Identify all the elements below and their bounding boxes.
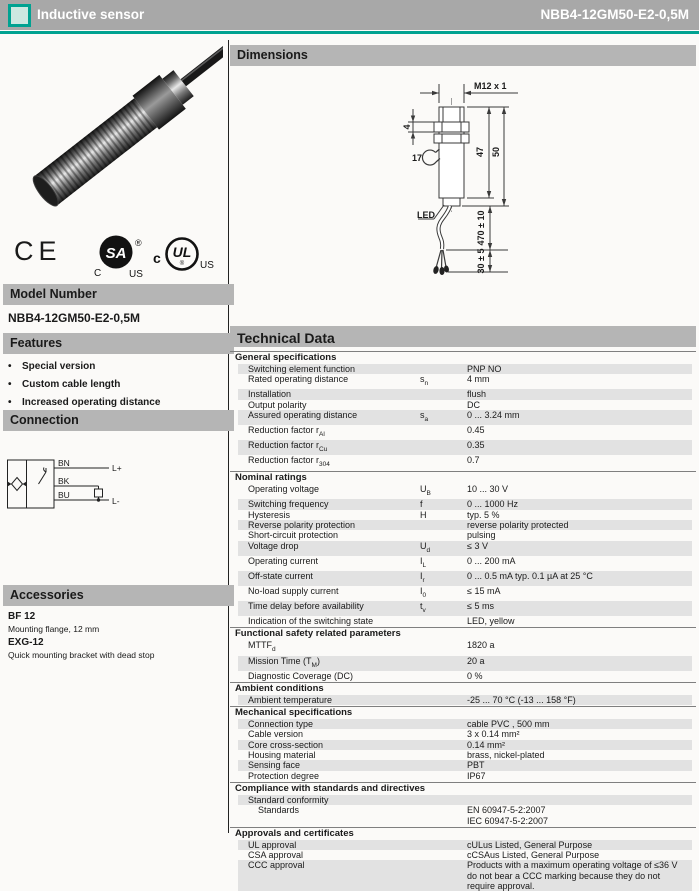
spec-label: Switching element function [248, 364, 356, 374]
spec-value: 0.45 [467, 425, 485, 436]
spec-label: Off-state current [248, 570, 313, 581]
spec-symbol: $s_n$ [420, 374, 429, 388]
spec-label: $MTTF_d$ [248, 640, 276, 654]
spec-section-header: Functional safety related parameters [230, 627, 696, 640]
spec-row [238, 719, 692, 729]
spec-symbol [420, 520, 467, 530]
brand-logo-icon [8, 4, 31, 27]
spec-value: 0.14 mm² [467, 739, 506, 750]
spec-row [238, 440, 692, 455]
spec-value [467, 795, 692, 805]
spec-row [238, 601, 692, 616]
connection-heading: Connection [3, 410, 234, 431]
spec-symbol [420, 850, 467, 860]
features-list [8, 358, 223, 412]
svg-text:L-: L- [112, 496, 120, 506]
spec-row [238, 850, 692, 860]
spec-value: 0 ... 0.5 mA typ. 0.1 µA at 25 °C [467, 570, 593, 581]
spec-value: 10 ... 30 V [467, 484, 509, 495]
accent-rule [0, 31, 699, 34]
spec-symbol [420, 840, 467, 850]
connection-diagram [7, 458, 157, 516]
accessory-description: Quick mounting bracket with dead stop [8, 650, 155, 660]
spec-row [238, 455, 692, 470]
spec-row [238, 771, 692, 781]
spec-symbol [420, 425, 467, 440]
spec-value: 1820 a [467, 640, 495, 651]
spec-section-header: Ambient conditions [230, 682, 696, 695]
svg-text:M12 x 1: M12 x 1 [474, 81, 507, 91]
spec-label: Core cross-section [248, 739, 324, 750]
spec-label: Time delay before availability [248, 601, 364, 612]
csa-logo [92, 232, 148, 278]
spec-value: cULus Listed, General Purpose [467, 839, 593, 850]
technical-table [230, 350, 696, 891]
spec-value: EN 60947-5-2:2007 IEC 60947-5-2:2007 [467, 805, 549, 826]
spec-label: Connection type [248, 719, 314, 730]
feature-item: • Special version [8, 358, 223, 376]
svg-text:®: ® [179, 261, 185, 267]
spec-label: Reverse polarity protection [248, 520, 356, 531]
spec-label: UL approval [248, 839, 297, 850]
svg-text:US: US [129, 269, 143, 278]
spec-row [238, 556, 692, 571]
svg-text:C: C [94, 268, 102, 278]
spec-symbol: $I_L$ [420, 555, 427, 569]
spec-label: Reduction factor $r_{304}$ [248, 455, 330, 469]
spec-symbol [420, 440, 467, 455]
accessory-name: EXG-12 [8, 637, 44, 648]
spec-value: 0 % [467, 670, 483, 681]
spec-value: 20 a [467, 655, 485, 666]
svg-text:SA: SA [105, 245, 127, 262]
spec-row [238, 740, 692, 750]
spec-symbol [420, 771, 467, 781]
spec-section-header: General specifications [230, 351, 696, 364]
spec-label: Rated operating distance [248, 374, 349, 385]
spec-row [238, 541, 692, 556]
spec-value: 0.35 [467, 440, 485, 451]
spec-symbol: H [420, 509, 427, 520]
spec-section-header: Compliance with standards and directives [230, 782, 696, 795]
spec-row [238, 520, 692, 530]
spec-symbol: f [420, 499, 423, 510]
accessories-list [8, 610, 223, 662]
spec-value: 4 mm [467, 374, 490, 385]
column-divider [228, 40, 229, 833]
spec-label: Diagnostic Coverage (DC) [248, 670, 354, 681]
feature-item: • Increased operating distance [8, 394, 223, 412]
features-heading: Features [3, 333, 234, 354]
spec-row [238, 860, 692, 891]
spec-value: flush [467, 389, 487, 400]
spec-value: 0 ... 200 mA [467, 555, 516, 566]
svg-text:BN: BN [58, 458, 70, 468]
spec-value: PBT [467, 760, 485, 771]
spec-label: Standards [258, 805, 300, 816]
spec-label: Protection degree [248, 770, 320, 781]
spec-symbol [420, 530, 467, 540]
spec-value: ≤ 3 V [467, 540, 488, 551]
spec-row [238, 729, 692, 739]
spec-label: Hysteresis [248, 509, 291, 520]
spec-symbol: $U_d$ [420, 540, 431, 554]
spec-row [238, 400, 692, 410]
spec-row [238, 805, 692, 826]
spec-label: Sensing face [248, 760, 301, 771]
spec-value: ≤ 15 mA [467, 585, 501, 596]
spec-label: Ambient temperature [248, 694, 333, 705]
svg-text:BU: BU [58, 490, 70, 500]
accessories-heading: Accessories [3, 585, 234, 606]
feature-item: • Custom cable length [8, 376, 223, 394]
spec-symbol: $I_0$ [420, 585, 427, 599]
spec-label: Voltage drop [248, 540, 299, 551]
spec-row [238, 586, 692, 601]
accessory-name: BF 12 [8, 611, 36, 622]
spec-label: CSA approval [248, 850, 304, 861]
spec-value: 3 x 0.14 mm² [467, 729, 520, 740]
spec-row [238, 364, 692, 374]
spec-value: typ. 5 % [467, 509, 500, 520]
spec-row [238, 571, 692, 586]
spec-row [238, 616, 692, 626]
spec-label: Cable version [248, 729, 304, 740]
spec-row [238, 389, 692, 399]
spec-symbol [420, 719, 467, 729]
technical-data-heading: Technical Data [230, 326, 696, 347]
spec-value: 0 ... 1000 Hz [467, 499, 519, 510]
spec-row [238, 510, 692, 520]
bullet-icon: • [8, 361, 12, 372]
header-model-number: NBB4-12GM50-E2-0,5M [540, 7, 689, 22]
model-number-value: NBB4-12GM50-E2-0,5M [8, 311, 141, 325]
spec-row [238, 484, 692, 499]
spec-value: brass, nickel-plated [467, 750, 545, 761]
svg-text:LED: LED [417, 210, 435, 220]
spec-label: Mission Time $(T_M)$ [248, 655, 320, 669]
svg-text:L+: L+ [112, 463, 122, 473]
spec-symbol [420, 795, 467, 805]
spec-row [238, 499, 692, 509]
spec-value: reverse polarity protected [467, 520, 569, 531]
spec-symbol [420, 860, 467, 891]
spec-value: PNP NO [467, 364, 502, 374]
spec-label: No-load supply current [248, 585, 339, 596]
spec-label: Installation [248, 389, 292, 400]
svg-text:470 ± 10: 470 ± 10 [476, 210, 486, 246]
spec-label: Short-circuit protection [248, 530, 339, 541]
spec-value: DC [467, 399, 480, 410]
model-number-heading: Model Number [3, 284, 234, 305]
spec-symbol [420, 616, 467, 626]
spec-value: cCSAus Listed, General Purpose [467, 850, 600, 861]
spec-symbol [420, 729, 467, 739]
svg-text:47: 47 [475, 146, 485, 158]
spec-value: 0 ... 3.24 mm [467, 409, 520, 420]
svg-text:US: US [200, 260, 214, 271]
spec-row [238, 425, 692, 440]
spec-label: Switching frequency [248, 499, 329, 510]
svg-text:50: 50 [491, 146, 501, 158]
spec-symbol: $U_B$ [420, 484, 431, 498]
svg-text:30 ± 5: 30 ± 5 [476, 248, 486, 274]
spec-symbol [420, 695, 467, 705]
spec-label: CCC approval [248, 860, 305, 871]
dimension-drawing [390, 72, 650, 328]
bullet-icon: • [8, 397, 12, 408]
spec-symbol [420, 364, 467, 374]
spec-symbol [420, 750, 467, 760]
spec-label: Reduction factor $r_{Al}$ [248, 425, 325, 438]
spec-label: Reduction factor $r_{Cu}$ [248, 440, 328, 453]
spec-row [238, 695, 692, 705]
dimensions-heading: Dimensions [230, 45, 696, 66]
page-title: Inductive sensor [37, 7, 145, 22]
spec-row [238, 530, 692, 540]
ce-mark: CE [14, 236, 62, 266]
spec-value: pulsing [467, 530, 496, 541]
spec-value: Products with a maximum operating voltage of ≤36 V do not bear a CCC marking because they do not require approval. [467, 860, 678, 891]
svg-text:BK: BK [58, 476, 70, 486]
svg-text:®: ® [135, 238, 142, 248]
spec-row [238, 795, 692, 805]
product-photo [5, 42, 223, 230]
spec-row [238, 840, 692, 850]
spec-label: Operating current [248, 555, 319, 566]
svg-text:4: 4 [402, 124, 412, 130]
spec-value: cable PVC , 500 mm [467, 719, 550, 730]
spec-symbol: $s_a$ [420, 409, 429, 423]
spec-section-header: Nominal ratings [230, 471, 696, 484]
spec-label: Operating voltage [248, 484, 320, 495]
spec-row [238, 656, 692, 671]
spec-section-header: Mechanical specifications [230, 706, 696, 719]
spec-symbol [420, 656, 467, 671]
svg-text:UL: UL [172, 244, 192, 260]
accessory-description: Mounting flange, 12 mm [8, 624, 100, 634]
svg-text:17: 17 [412, 153, 423, 163]
spec-label: Output polarity [248, 399, 307, 410]
svg-text:c: c [153, 250, 161, 266]
spec-symbol [420, 455, 467, 470]
spec-symbol [420, 640, 467, 655]
bullet-icon: • [8, 379, 12, 390]
spec-label: Indication of the switching state [248, 616, 374, 627]
spec-label: Assured operating distance [248, 409, 358, 420]
spec-value: IP67 [467, 770, 486, 781]
spec-section-header: Approvals and certificates [230, 827, 696, 840]
spec-symbol: $I_r$ [420, 570, 425, 584]
spec-row [238, 671, 692, 681]
spec-symbol [420, 805, 467, 826]
spec-label: Standard conformity [248, 794, 329, 805]
spec-value: ≤ 5 ms [467, 601, 494, 612]
spec-row [238, 374, 692, 389]
spec-symbol [420, 760, 467, 770]
spec-value: -25 ... 70 °C (-13 ... 158 °F) [467, 694, 576, 705]
spec-row [238, 410, 692, 425]
spec-value: 0.7 [467, 455, 480, 466]
spec-row [238, 640, 692, 655]
spec-symbol [420, 671, 467, 681]
cul-us-logo [152, 232, 216, 278]
spec-symbol: $t_v$ [420, 601, 426, 614]
spec-value: LED, yellow [467, 616, 515, 627]
spec-label: Housing material [248, 750, 316, 761]
spec-row [238, 750, 692, 760]
spec-symbol [420, 740, 467, 750]
spec-row [238, 760, 692, 770]
spec-symbol [420, 389, 467, 399]
spec-symbol [420, 400, 467, 410]
